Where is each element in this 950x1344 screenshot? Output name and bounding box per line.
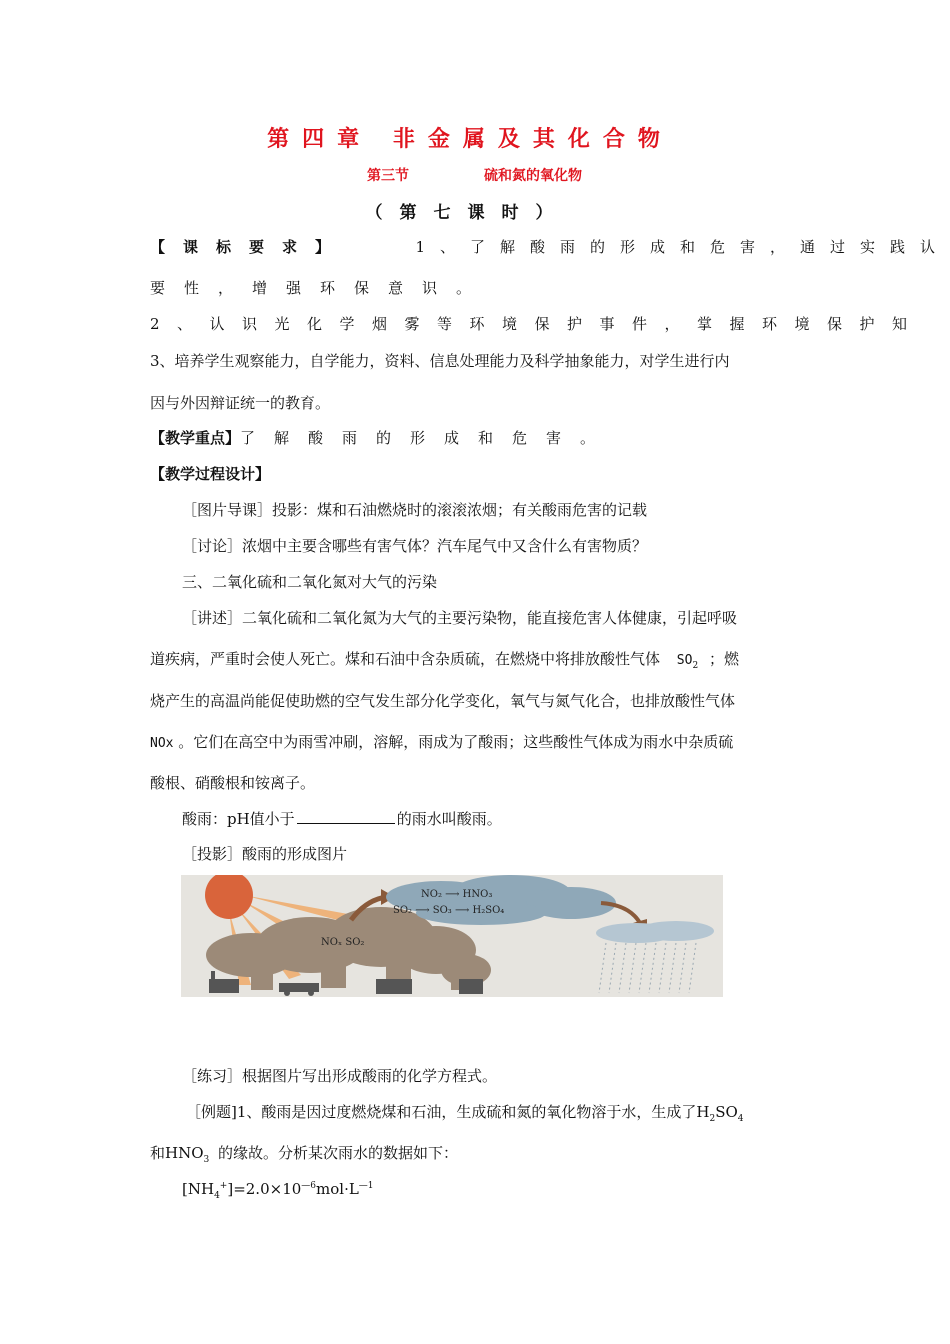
acid-rain-definition: 酸雨：pH值小于 的雨水叫酸雨。 xyxy=(182,807,502,829)
intro-text: ［图片导课］投影：煤和石油燃烧时的滚滚浓烟；有关酸雨危害的记载 xyxy=(182,501,648,519)
lecture-line-2: 道疾病，严重时会使人死亡。煤和石油中含杂质硫，在燃烧中将排放酸性气体 $SO_2$ ；燃 xyxy=(150,650,739,671)
lecture-line-3: 烧产生的高温尚能促使助燃的空气发生部分化学变化，氧气与氮气化合，也排放酸性气体 xyxy=(150,692,736,710)
lecture-line-1: ［讲述］二氧化硫和二氧化氮为大气的主要污染物，能直接危害人体健康，引起呼吸 xyxy=(182,609,738,627)
section-title: 硫和氮的氧化物 xyxy=(484,168,582,184)
requirement-2: 2、认识光化学烟雾等环境保护事件，掌握环境保护知 xyxy=(150,315,925,333)
key-point-text: 了解酸雨的形成和危害。 xyxy=(240,429,615,447)
section-heading-3: 三、二氧化硫和二氧化氮对大气的污染 xyxy=(182,573,438,591)
answer-blank[interactable] xyxy=(297,807,395,824)
smoke-label: NOₓ SO₂ xyxy=(321,937,365,948)
requirement-3a: 3、培养学生观察能力，自学能力，资料、信息处理能力及科学抽象能力，对学生进行内 xyxy=(150,352,730,370)
projection-label: ［投影］酸雨的形成图片 xyxy=(182,845,348,863)
requirements-line-1 xyxy=(150,236,950,257)
lecture-line-4: NOx 。它们在高空中为雨雪冲刷，溶解，雨成为了酸雨；这些酸性气体成为雨水中杂质硫 xyxy=(150,733,734,751)
example-line-2: 和$HNO_3$ 的缘故。分析某次雨水的数据如下： xyxy=(150,1144,459,1165)
requirement-1a: 1、了解酸雨的形成和危害，通过实践认 xyxy=(415,238,950,256)
requirement-3b: 因与外因辩证统一的教育。 xyxy=(150,394,331,412)
chapter-title: 第四章 非金属及其化合物 xyxy=(267,126,673,152)
key-point-line xyxy=(150,427,614,448)
power-plant-icon xyxy=(459,979,483,994)
practice-text: ［练习］根据图片写出形成酸雨的化学方程式。 xyxy=(182,1067,498,1085)
lesson-label: （第七课时） xyxy=(365,203,570,223)
ammonium-concentration: $[NH_4^+]=2.0\times 10^{—6}mol\cdot L^{—1}$ xyxy=(182,1180,374,1201)
requirement-1b: 要性，增强环保意识。 xyxy=(150,279,491,297)
reaction-line-2: SO₂ ⟶ SO₃ ⟶ H₂SO₄ xyxy=(393,905,505,916)
acid-rain-formation-figure xyxy=(181,875,723,997)
example-line-1: ［例题]1、酸雨是因过度燃烧煤和石油，生成硫和氮的氧化物溶于水，生成了$H_2SO_4$ xyxy=(186,1103,744,1124)
reaction-line-1: NO₂ ⟶ HNO₃ xyxy=(421,889,493,900)
section-number: 第三节 xyxy=(367,168,409,184)
process-label: 【教学过程设计】 xyxy=(150,465,271,483)
lecture-line-5: 酸根、硝酸根和铵离子。 xyxy=(150,774,316,792)
discuss-text: ［讨论］浓烟中主要含哪些有害气体？汽车尾气中又含什么有害物质？ xyxy=(182,537,648,555)
building-icon xyxy=(376,979,412,994)
requirements-label: 【课标要求】 xyxy=(150,238,349,256)
key-point-label: 【教学重点】 xyxy=(150,429,241,447)
